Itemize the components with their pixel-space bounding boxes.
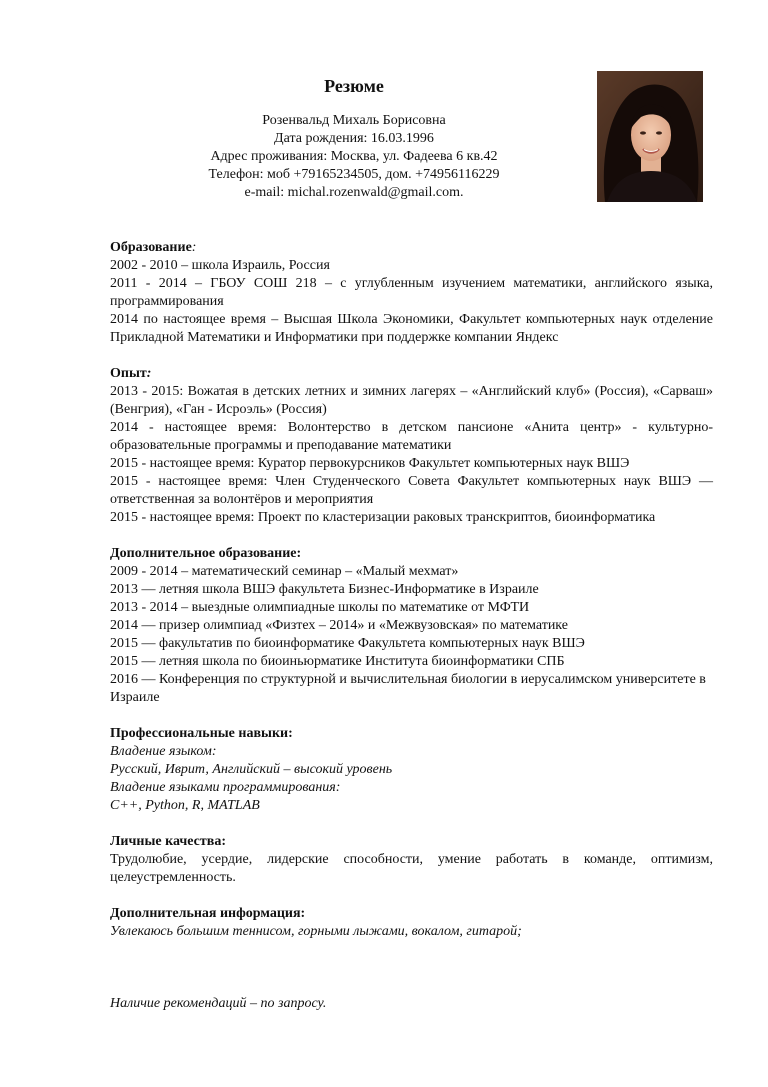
section-title (110, 365, 713, 383)
list-item: 2015 - настоящее время: Куратор первокурсников Факультет компьютерных наук ВШЭ (110, 456, 630, 471)
list-item: 2016 — Конференция по структурной и вычислительная биологии в иерусалимском университете в Израиле (110, 672, 706, 705)
list-item: 2013 - 2015: Вожатая в детских летних и зимних лагерях – «Английский клуб» (Россия), «Сарваш» (Венгрия), «Ган - Исроэль» (Россия) (110, 384, 713, 417)
list-item: 2014 по настоящее время – Высшая Школа Экономики, Факультет компьютерных наук отделение Прикладной Математики и Информатики при поддержке компании Яндекс (110, 312, 713, 345)
extra-info-section (110, 905, 713, 941)
address: Адрес проживания: Москва, ул. Фадеева 6 кв.42 (210, 149, 498, 164)
education-section (110, 239, 713, 347)
resume-body (110, 239, 713, 1013)
skills-section (110, 725, 713, 815)
programming-label: Владение языками программирования: (110, 780, 341, 795)
personal-qualities-section (110, 833, 713, 887)
page-title: Резюме (324, 76, 384, 96)
list-item: 2011 - 2014 – ГБОУ СОШ 218 – с углубленным изучением математики, английского языка, программирования (110, 276, 713, 309)
skills-title: Профессиональные навыки: (110, 726, 293, 741)
programming-languages: C++, Python, R, MATLAB (110, 798, 260, 813)
list-item: 2002 - 2010 – школа Израиль, Россия (110, 258, 330, 273)
list-item: 2013 — летняя школа ВШЭ факультета Бизнес-Информатике в Израиле (110, 582, 539, 597)
full-name: Розенвальд Михаль Борисовна (262, 113, 446, 128)
extra-text: Увлекаюсь большим теннисом, горными лыжами, вокалом, гитарой; (110, 924, 522, 939)
language-label: Владение языком: (110, 744, 217, 759)
list-item: 2014 — призер олимпиад «Физтех – 2014» и «Межвузовская» по математике (110, 618, 568, 633)
experience-title-colon: : (146, 366, 152, 381)
additional-education-title: Дополнительное образование: (110, 546, 302, 561)
list-item: 2014 - настоящее время: Волонтерство в детском пансионе «Анита центр» - культурно-образовательные программы и преподавание математики (110, 420, 713, 453)
recommendations-note: Наличие рекомендаций – по запросу. (110, 996, 327, 1011)
list-item: 2015 - настоящее время: Проект по кластеризации раковых транскриптов, биоинформатика (110, 510, 656, 525)
list-item: 2009 - 2014 – математический семинар – «Малый мехмат» (110, 564, 459, 579)
section-title (110, 239, 713, 257)
resume-header (150, 74, 558, 202)
personal-text: Трудолюбие, усердие, лидерские способности, умение работать в команде, оптимизм, целеустремленность. (110, 852, 713, 885)
profile-photo (597, 71, 703, 202)
extra-title: Дополнительная информация: (110, 906, 306, 921)
list-item: 2015 — летняя школа по биоиньюрматике Института биоинформатики СПБ (110, 654, 565, 669)
list-item: 2015 - настоящее время: Член Студенческого Совета Факультет компьютерных наук ВШЭ — ответственная за волонтёров и мероприятия (110, 474, 713, 507)
phone: Телефон: моб +79165234505, дом. +74956116229 (208, 167, 500, 182)
list-item: 2015 — факультатив по биоинформатике Факультета компьютерных наук ВШЭ (110, 636, 585, 651)
education-title: Образование (110, 240, 192, 255)
birth-date: Дата рождения: 16.03.1996 (274, 131, 434, 146)
personal-title: Личные качества: (110, 834, 226, 849)
email: e-mail: michal.rozenwald@gmail.com. (244, 185, 464, 200)
languages: Русский, Иврит, Английский – высокий уровень (110, 762, 393, 777)
experience-title: Опыт (110, 366, 147, 381)
additional-education-section (110, 545, 713, 707)
education-title-colon: : (191, 240, 197, 255)
experience-section (110, 365, 713, 527)
list-item: 2013 - 2014 – выездные олимпиадные школы по математике от МФТИ (110, 600, 530, 615)
